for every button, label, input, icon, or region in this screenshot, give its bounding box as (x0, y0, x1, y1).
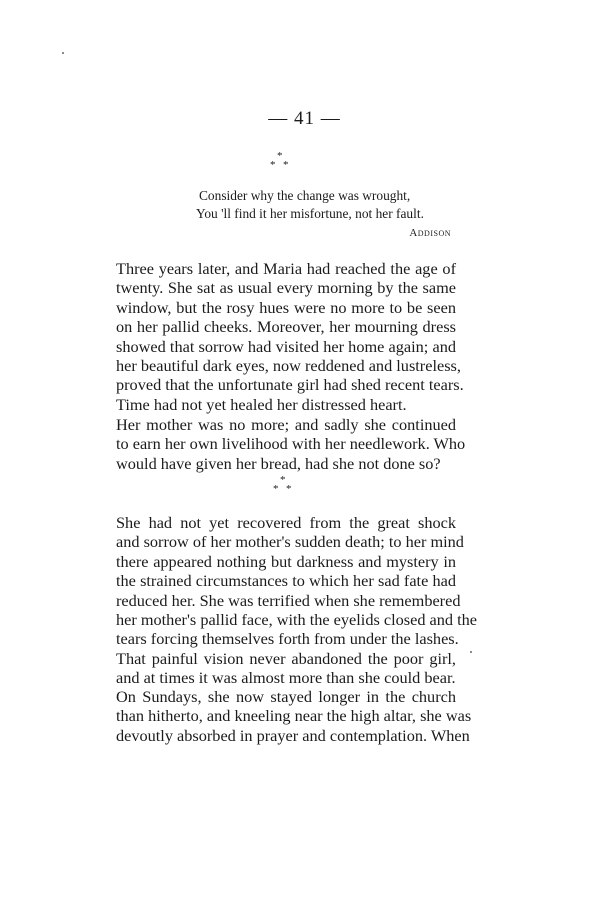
paragraph-2 (116, 415, 466, 473)
text-line: her mother's pallid face, with the eyelids closed and the (116, 610, 478, 630)
text-line: That painful vision never abandoned the poor girl, (116, 648, 456, 668)
text-line: twenty. She sat as usual every morning by the same (116, 278, 456, 298)
text-line: proved that the unfortunate girl had shed recent tears. (116, 375, 464, 395)
text-line: window, but the rosy hues were no more to be seen (116, 297, 456, 317)
text-line: Her mother was no more; and sadly she continued (116, 415, 456, 434)
text-line: there appeared nothing but darkness and mystery in (116, 551, 456, 571)
scan-speck (470, 651, 472, 653)
text-line: the strained circumstances to which her sad fate had (116, 571, 456, 591)
text-line: Three years later, and Maria had reached the age of (116, 259, 456, 278)
text-line: showed that sorrow had visited her home again; and (116, 336, 456, 356)
section-break-asterism: * * * (270, 150, 289, 171)
text-line: to earn her own livelihood with her needlework. Who (116, 434, 466, 454)
section-break-asterism: * * * (273, 474, 292, 495)
text-line: her beautiful dark eyes, now reddened and lustreless, (116, 356, 461, 376)
epigraph (196, 187, 451, 242)
text-line: She had not yet recovered from the great shock (116, 513, 456, 532)
text-line: and at times it was almost more than she could bear. (116, 668, 456, 688)
paragraph-3 (116, 513, 478, 688)
text-line: would have given her bread, had she not done so? (116, 453, 441, 473)
text-line: On Sundays, she now stayed longer in the church (116, 687, 456, 706)
text-line: Time had not yet healed her distressed heart. (116, 394, 407, 414)
epigraph-line-2: You 'll find it her misfortune, not her fault. (196, 206, 424, 221)
text-line: reduced her. She was terrified when she remembered (116, 590, 461, 610)
epigraph-line-1: Consider why the change was wrought, (199, 188, 411, 203)
paragraph-4 (116, 687, 472, 745)
page-number: — 41 — (268, 108, 341, 129)
text-line: on her pallid cheeks. Moreover, her mourning dress (116, 317, 456, 337)
scan-speck (62, 52, 64, 54)
paragraph-1 (116, 259, 464, 414)
text-line: than hitherto, and kneeling near the high altar, she was (116, 706, 472, 726)
epigraph-author: Addison (409, 227, 451, 239)
text-line: devoutly absorbed in prayer and contemplation. When (116, 725, 470, 745)
text-line: and sorrow of her mother's sudden death; to her mind (116, 532, 464, 552)
text-line: tears forcing themselves forth from under the lashes. (116, 629, 459, 649)
